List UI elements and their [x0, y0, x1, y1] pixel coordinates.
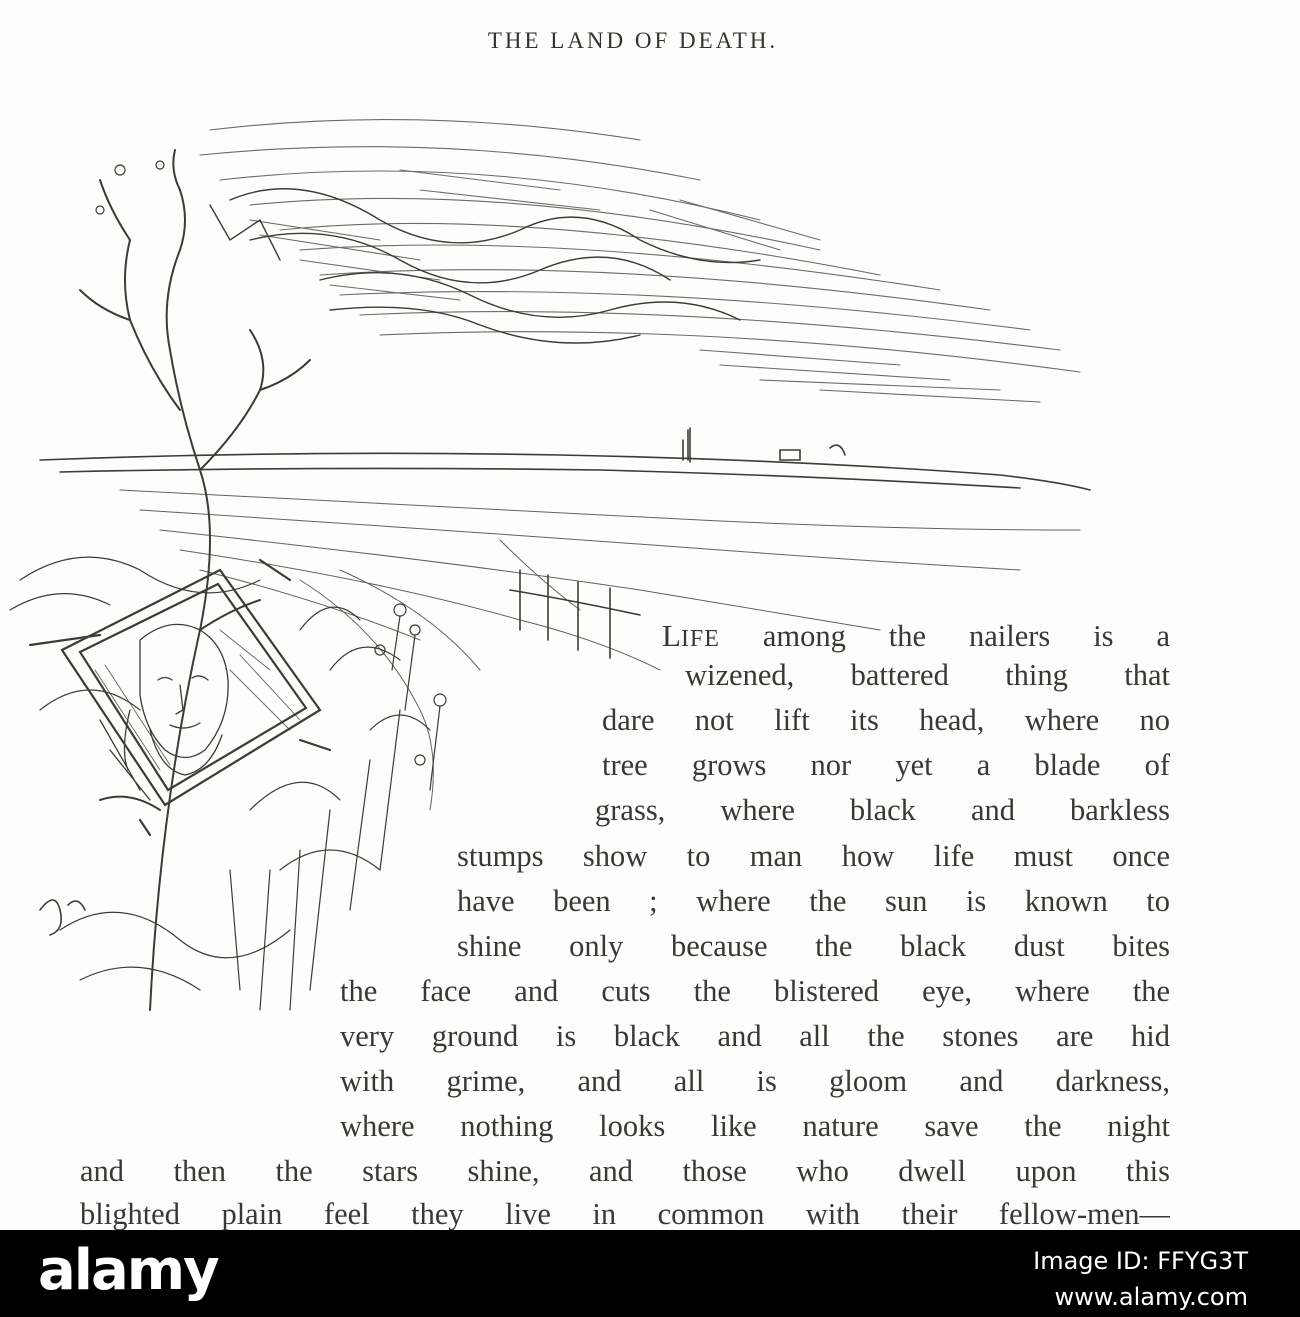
undergrowth: [10, 557, 430, 1010]
fence: [510, 570, 640, 658]
smallcaps-word: IFE: [680, 626, 720, 652]
sky-hatching: [200, 120, 1080, 402]
tree: [80, 150, 310, 1010]
body-line-13: and then the stars shine, and those who dwell upon this: [80, 1154, 1170, 1188]
body-line-5: grass, where black and barkless: [595, 793, 1170, 827]
horizon: [40, 428, 1090, 490]
cloud-mass: [210, 189, 760, 343]
running-head: THE LAND OF DEATH.: [487, 28, 779, 53]
signature-mark: [40, 900, 85, 935]
body-line-10: very ground is black and all the stones are hid: [340, 1019, 1170, 1053]
body-line-3: dare not lift its head, where no: [602, 703, 1170, 737]
body-line-14: blighted plain feel they live in common with their fellow-men—: [80, 1197, 1170, 1230]
body-line-8: shine only because the black dust bites: [457, 929, 1170, 963]
body-line-9: the face and cuts the blistered eye, where the: [340, 974, 1170, 1008]
body-line-2: wizened, battered thing that: [685, 658, 1170, 692]
alamy-logo: alamy: [38, 1238, 218, 1303]
drop-letter: L: [662, 618, 681, 653]
portrait-frame: [30, 560, 330, 835]
body-line-6: stumps show to man how life must once: [457, 839, 1170, 873]
footer-url[interactable]: www.alamy.com: [1054, 1283, 1248, 1311]
body-line-7: have been ; where the sun is known to: [457, 884, 1170, 918]
image-id-label: Image ID: FFYG3T: [1033, 1247, 1248, 1275]
body-line-1: LIFE among the nailers is a: [662, 618, 1170, 653]
body-line-4: tree grows nor yet a blade of: [602, 748, 1170, 782]
body-line-12: where nothing looks like nature save the night: [340, 1109, 1170, 1143]
body-line-11: with grime, and all is gloom and darkness,: [340, 1064, 1170, 1098]
